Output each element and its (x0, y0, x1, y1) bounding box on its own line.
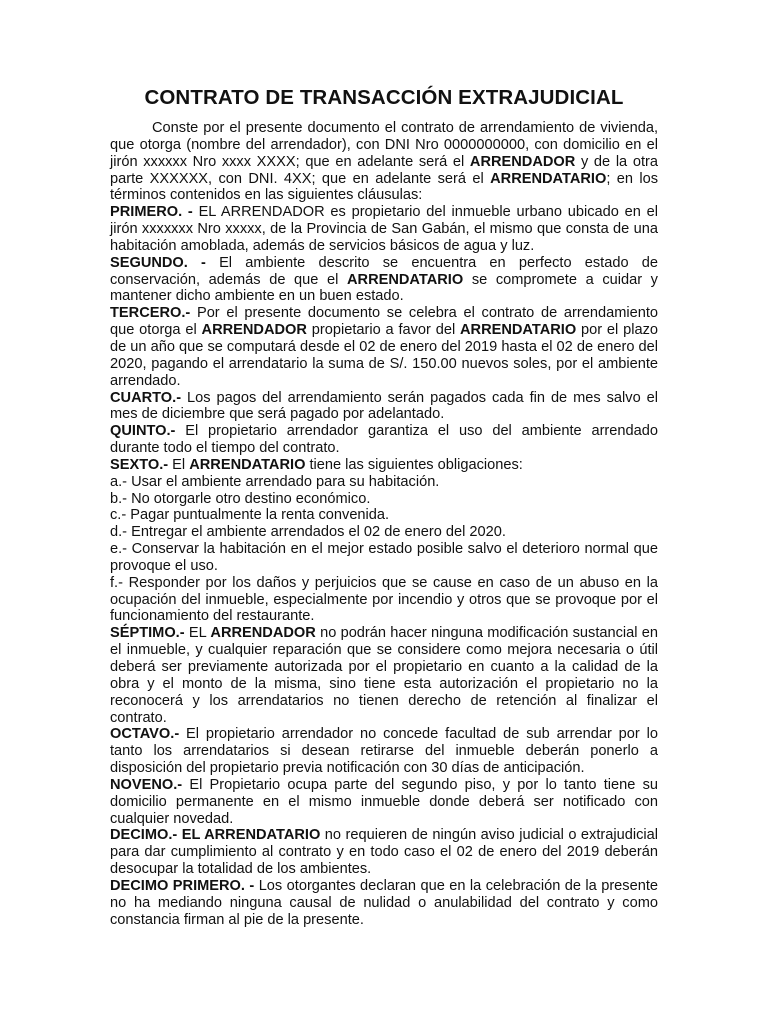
clause-paragraph (110, 726, 658, 777)
text-run: El propietario arrendador no concede facultad de sub arrendar por lo tanto los arrendatarios si desean retirarse del inmueble deberán ponerlo a disposición del propietario previa notificación con 30 días de anticipación. (110, 726, 658, 777)
bold-text: ARRENDADOR (201, 322, 307, 339)
bold-text: TERCERO.- (110, 305, 191, 322)
bold-text: DECIMO PRIMERO. - (110, 877, 255, 894)
bold-text: SÉPTIMO.- (110, 625, 185, 642)
text-run: c.- Pagar puntualmente la renta convenida. (110, 507, 390, 524)
bold-text: ARRENDADOR (469, 153, 576, 170)
text-run: a.- Usar el ambiente arrendado para su habitación. (110, 473, 440, 490)
bold-text: ARRENDADOR (210, 625, 316, 642)
clause-paragraph (110, 878, 658, 929)
bold-text: EL ARRENDATARIO (181, 827, 321, 844)
clause-paragraph (110, 255, 658, 306)
bold-text: OCTAVO.- (110, 726, 180, 743)
bold-text: NOVENO.- (110, 776, 183, 793)
text-run: no requieren de ningún aviso judicial o extrajudicial para dar cumplimiento al contrato y en todo caso el 02 de enero del 2019 deberán desocupar la totalidad de los ambientes. (110, 827, 658, 878)
intro-paragraph (110, 120, 658, 204)
text-run: Conste por el presente documento el contrato de arrendamiento de vivienda, que otorga (nombre del arrendador), con DNI Nro 0000000000, con domicilio en el jirón xxxxxx Nro xxxx XXXX; que en adelante será el (110, 120, 658, 170)
clause-paragraph (110, 474, 658, 491)
text-run: propietario a favor del (306, 322, 460, 339)
clause-paragraph (110, 541, 658, 575)
text-run: ; en los términos contenidos en las siguientes cláusulas: (110, 170, 658, 204)
text-run: tiene las siguientes obligaciones: (305, 456, 523, 473)
bold-text: SEXTO.- (110, 456, 169, 473)
text-run: Los otorgantes declaran que en la celebración de la presente no ha mediando ninguna causal de nulidad o anulabilidad del contrato y como constancia firman al pie de la presente. (110, 877, 658, 928)
bold-text: SEGUNDO. - (110, 254, 206, 271)
contract-body (110, 120, 658, 929)
text-run: El Propietario ocupa parte del segundo piso, y por lo tanto tiene su domicilio permanente en el mismo inmueble donde deberá ser notificado con cualquier novedad. (110, 776, 658, 827)
clause-paragraph (110, 423, 658, 457)
text-run: por el plazo de un año que se computará desde el 02 de enero del 2019 hasta el 02 de enero del 2020, pagando el arrendatario la suma de S/. 150.00 nuevos soles, por el ambiente arrendado. (110, 322, 658, 389)
text-run: no podrán hacer ninguna modificación sustancial en el inmueble, y cualquier reparación que se considere como mejora necesaria o útil deberá ser previamente autorizada por el propietario en cuanto a la calidad de la obra y el monto de la misma, sino tiene esta autorización el propietario no la reconocerá y los arrendatarios no tienen derecho de retención al finalizar el contrato. (110, 625, 658, 726)
text-run: El (168, 456, 190, 473)
bold-text: QUINTO.- (110, 423, 176, 440)
text-run: y de la otra parte XXXXXX, con DNI. 4XX; que en adelante será el (110, 153, 658, 187)
clause-paragraph (110, 575, 658, 626)
text-run: d.- Entregar el ambiente arrendados el 02 de enero del 2020. (110, 524, 506, 541)
bold-text: ARRENDATARIO (189, 456, 306, 473)
text-run: EL ARRENDADOR es propietario del inmueble urbano ubicado en el jirón xxxxxxx Nro xxxxx, de la Provincia de San Gabán, el mismo que consta de una habitación amoblada, además de servicios básicos de agua y luz. (110, 204, 659, 254)
bold-text: PRIMERO. - (110, 204, 193, 221)
text-run: Por el presente documento se celebra el contrato de arrendamiento que otorga el (110, 305, 658, 339)
text-run: Los pagos del arrendamiento serán pagados cada fin de mes salvo el mes de diciembre que será pagado por adelantado. (110, 389, 658, 423)
bold-text: ARRENDATARIO (490, 170, 607, 187)
clause-paragraph (110, 524, 658, 541)
text-run: EL (184, 625, 211, 642)
clause-paragraph (110, 777, 658, 828)
text-run: b.- No otorgarle otro destino económico. (110, 490, 371, 507)
clause-paragraph (110, 390, 658, 424)
text-run: f.- Responder por los daños y perjuicios que se cause en caso de un abuso en la ocupación del inmueble, especialmente por incendio y otros que se provoque por el funcionamiento del restaurante. (110, 574, 658, 625)
clause-paragraph (110, 491, 658, 508)
bold-text: CUARTO.- (110, 389, 182, 406)
bold-text: ARRENDATARIO (460, 322, 577, 339)
clause-paragraph (110, 827, 658, 878)
text-run: e.- Conservar la habitación en el mejor estado posible salvo el deterioro normal que provoque el uso. (110, 541, 658, 574)
clause-paragraph (110, 507, 658, 524)
bold-text: ARRENDATARIO (347, 271, 464, 288)
document-title: CONTRATO DE TRANSACCIÓN EXTRAJUDICIAL (144, 86, 624, 109)
text-run: se compromete a cuidar y mantener dicho ambiente en un buen estado. (110, 271, 658, 305)
bold-text: DECIMO.- (110, 827, 178, 844)
text-run: El ambiente descrito se encuentra en perfecto estado de conservación, además de que el (110, 254, 658, 288)
clause-paragraph (110, 625, 658, 726)
clause-paragraph (110, 305, 658, 389)
clause-paragraph (110, 204, 658, 255)
text-run: El propietario arrendador garantiza el uso del ambiente arrendado durante todo el tiempo del contrato. (110, 423, 658, 457)
clause-paragraph (110, 457, 658, 474)
